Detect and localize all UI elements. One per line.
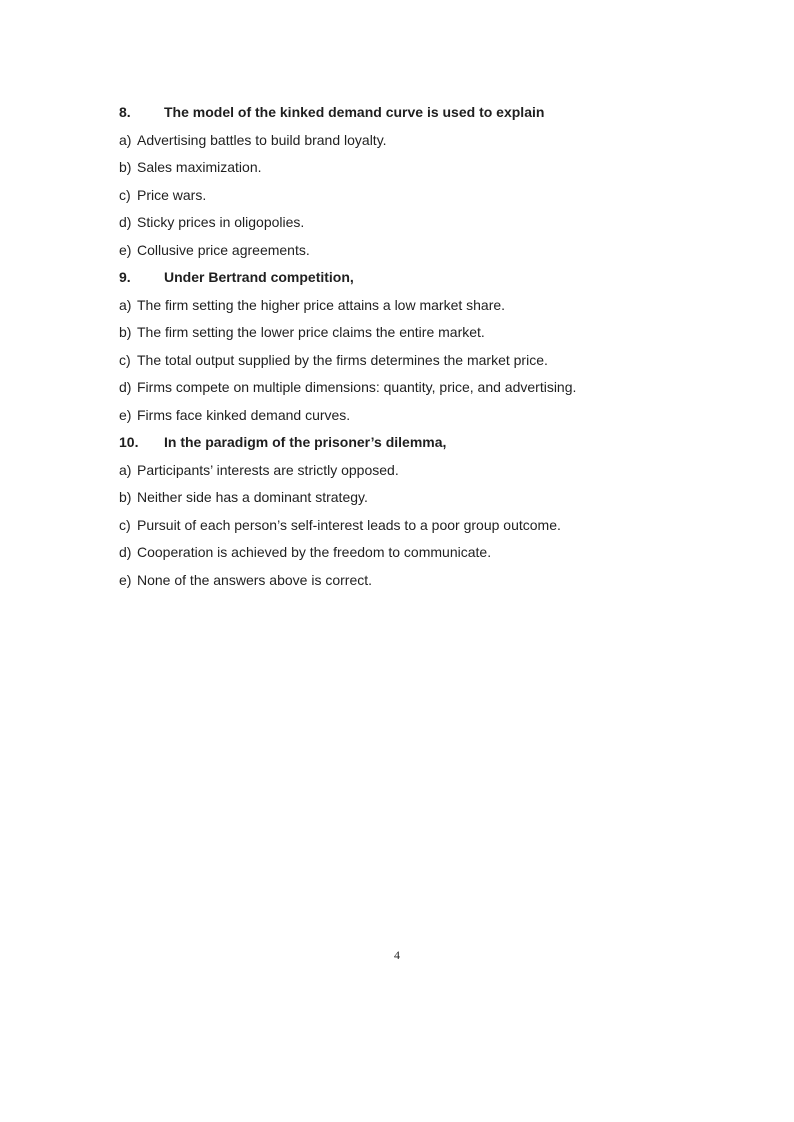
answer-letter: d) <box>119 379 132 395</box>
page-number: 4 <box>394 948 400 962</box>
answer-option <box>119 486 739 514</box>
answer-letter: d) <box>119 544 132 560</box>
answer-text: Firms face kinked demand curves. <box>137 406 351 423</box>
question-title: The model of the kinked demand curve is used to explain <box>164 104 545 120</box>
answer-option <box>119 321 739 349</box>
answer-text: Price wars. <box>137 186 207 203</box>
answer-text: Collusive price agreements. <box>137 241 310 258</box>
answer-option <box>119 294 739 322</box>
question-heading <box>119 266 739 294</box>
question-9 <box>119 266 739 431</box>
answer-option <box>119 459 739 487</box>
answer-text: Pursuit of each person’s self-interest leads to a poor group outcome. <box>137 516 561 533</box>
answer-list <box>119 459 739 597</box>
answer-option <box>119 349 739 377</box>
answer-text: Neither side has a dominant strategy. <box>137 489 368 505</box>
answer-option <box>119 239 739 267</box>
answer-option <box>119 184 739 212</box>
answer-letter: e) <box>119 571 132 588</box>
answer-letter: a) <box>119 131 132 148</box>
answer-letter: e) <box>119 241 132 258</box>
answer-list <box>119 129 739 267</box>
answer-letter: c) <box>119 351 131 368</box>
answer-option <box>119 211 739 239</box>
answer-letter: b) <box>119 159 132 175</box>
answer-text: Participants’ interests are strictly opposed. <box>137 461 399 478</box>
answer-option <box>119 541 739 569</box>
question-8 <box>119 101 739 266</box>
answer-text: Cooperation is achieved by the freedom to communicate. <box>137 544 492 560</box>
answer-option <box>119 376 739 404</box>
question-number: 9. <box>119 269 131 285</box>
question-number: 8. <box>119 104 131 120</box>
answer-text: Advertising battles to build brand loyalty. <box>137 131 387 148</box>
answer-list <box>119 294 739 432</box>
answer-letter: c) <box>119 186 131 203</box>
answer-option <box>119 129 739 157</box>
answer-text: Sales maximization. <box>137 159 262 175</box>
answer-option <box>119 569 739 597</box>
answer-option <box>119 514 739 542</box>
answer-letter: d) <box>119 214 132 230</box>
answer-option <box>119 156 739 184</box>
question-list <box>119 101 739 596</box>
question-10 <box>119 431 739 596</box>
answer-text: None of the answers above is correct. <box>137 571 373 588</box>
question-heading <box>119 431 739 459</box>
answer-option <box>119 404 739 432</box>
answer-text: The firm setting the higher price attains a low market share. <box>137 296 506 313</box>
answer-letter: b) <box>119 324 132 340</box>
question-title: Under Bertrand competition, <box>164 269 354 285</box>
answer-letter: b) <box>119 489 132 505</box>
answer-letter: e) <box>119 406 132 423</box>
question-title: In the paradigm of the prisoner’s dilemma, <box>164 434 447 450</box>
answer-text: The total output supplied by the firms determines the market price. <box>137 351 548 368</box>
question-number: 10. <box>119 434 139 450</box>
answer-text: The firm setting the lower price claims the entire market. <box>137 324 485 340</box>
answer-letter: a) <box>119 296 132 313</box>
question-heading <box>119 101 739 129</box>
answer-letter: c) <box>119 516 131 533</box>
answer-text: Sticky prices in oligopolies. <box>137 214 305 230</box>
answer-letter: a) <box>119 461 132 478</box>
answer-text: Firms compete on multiple dimensions: quantity, price, and advertising. <box>137 379 577 395</box>
